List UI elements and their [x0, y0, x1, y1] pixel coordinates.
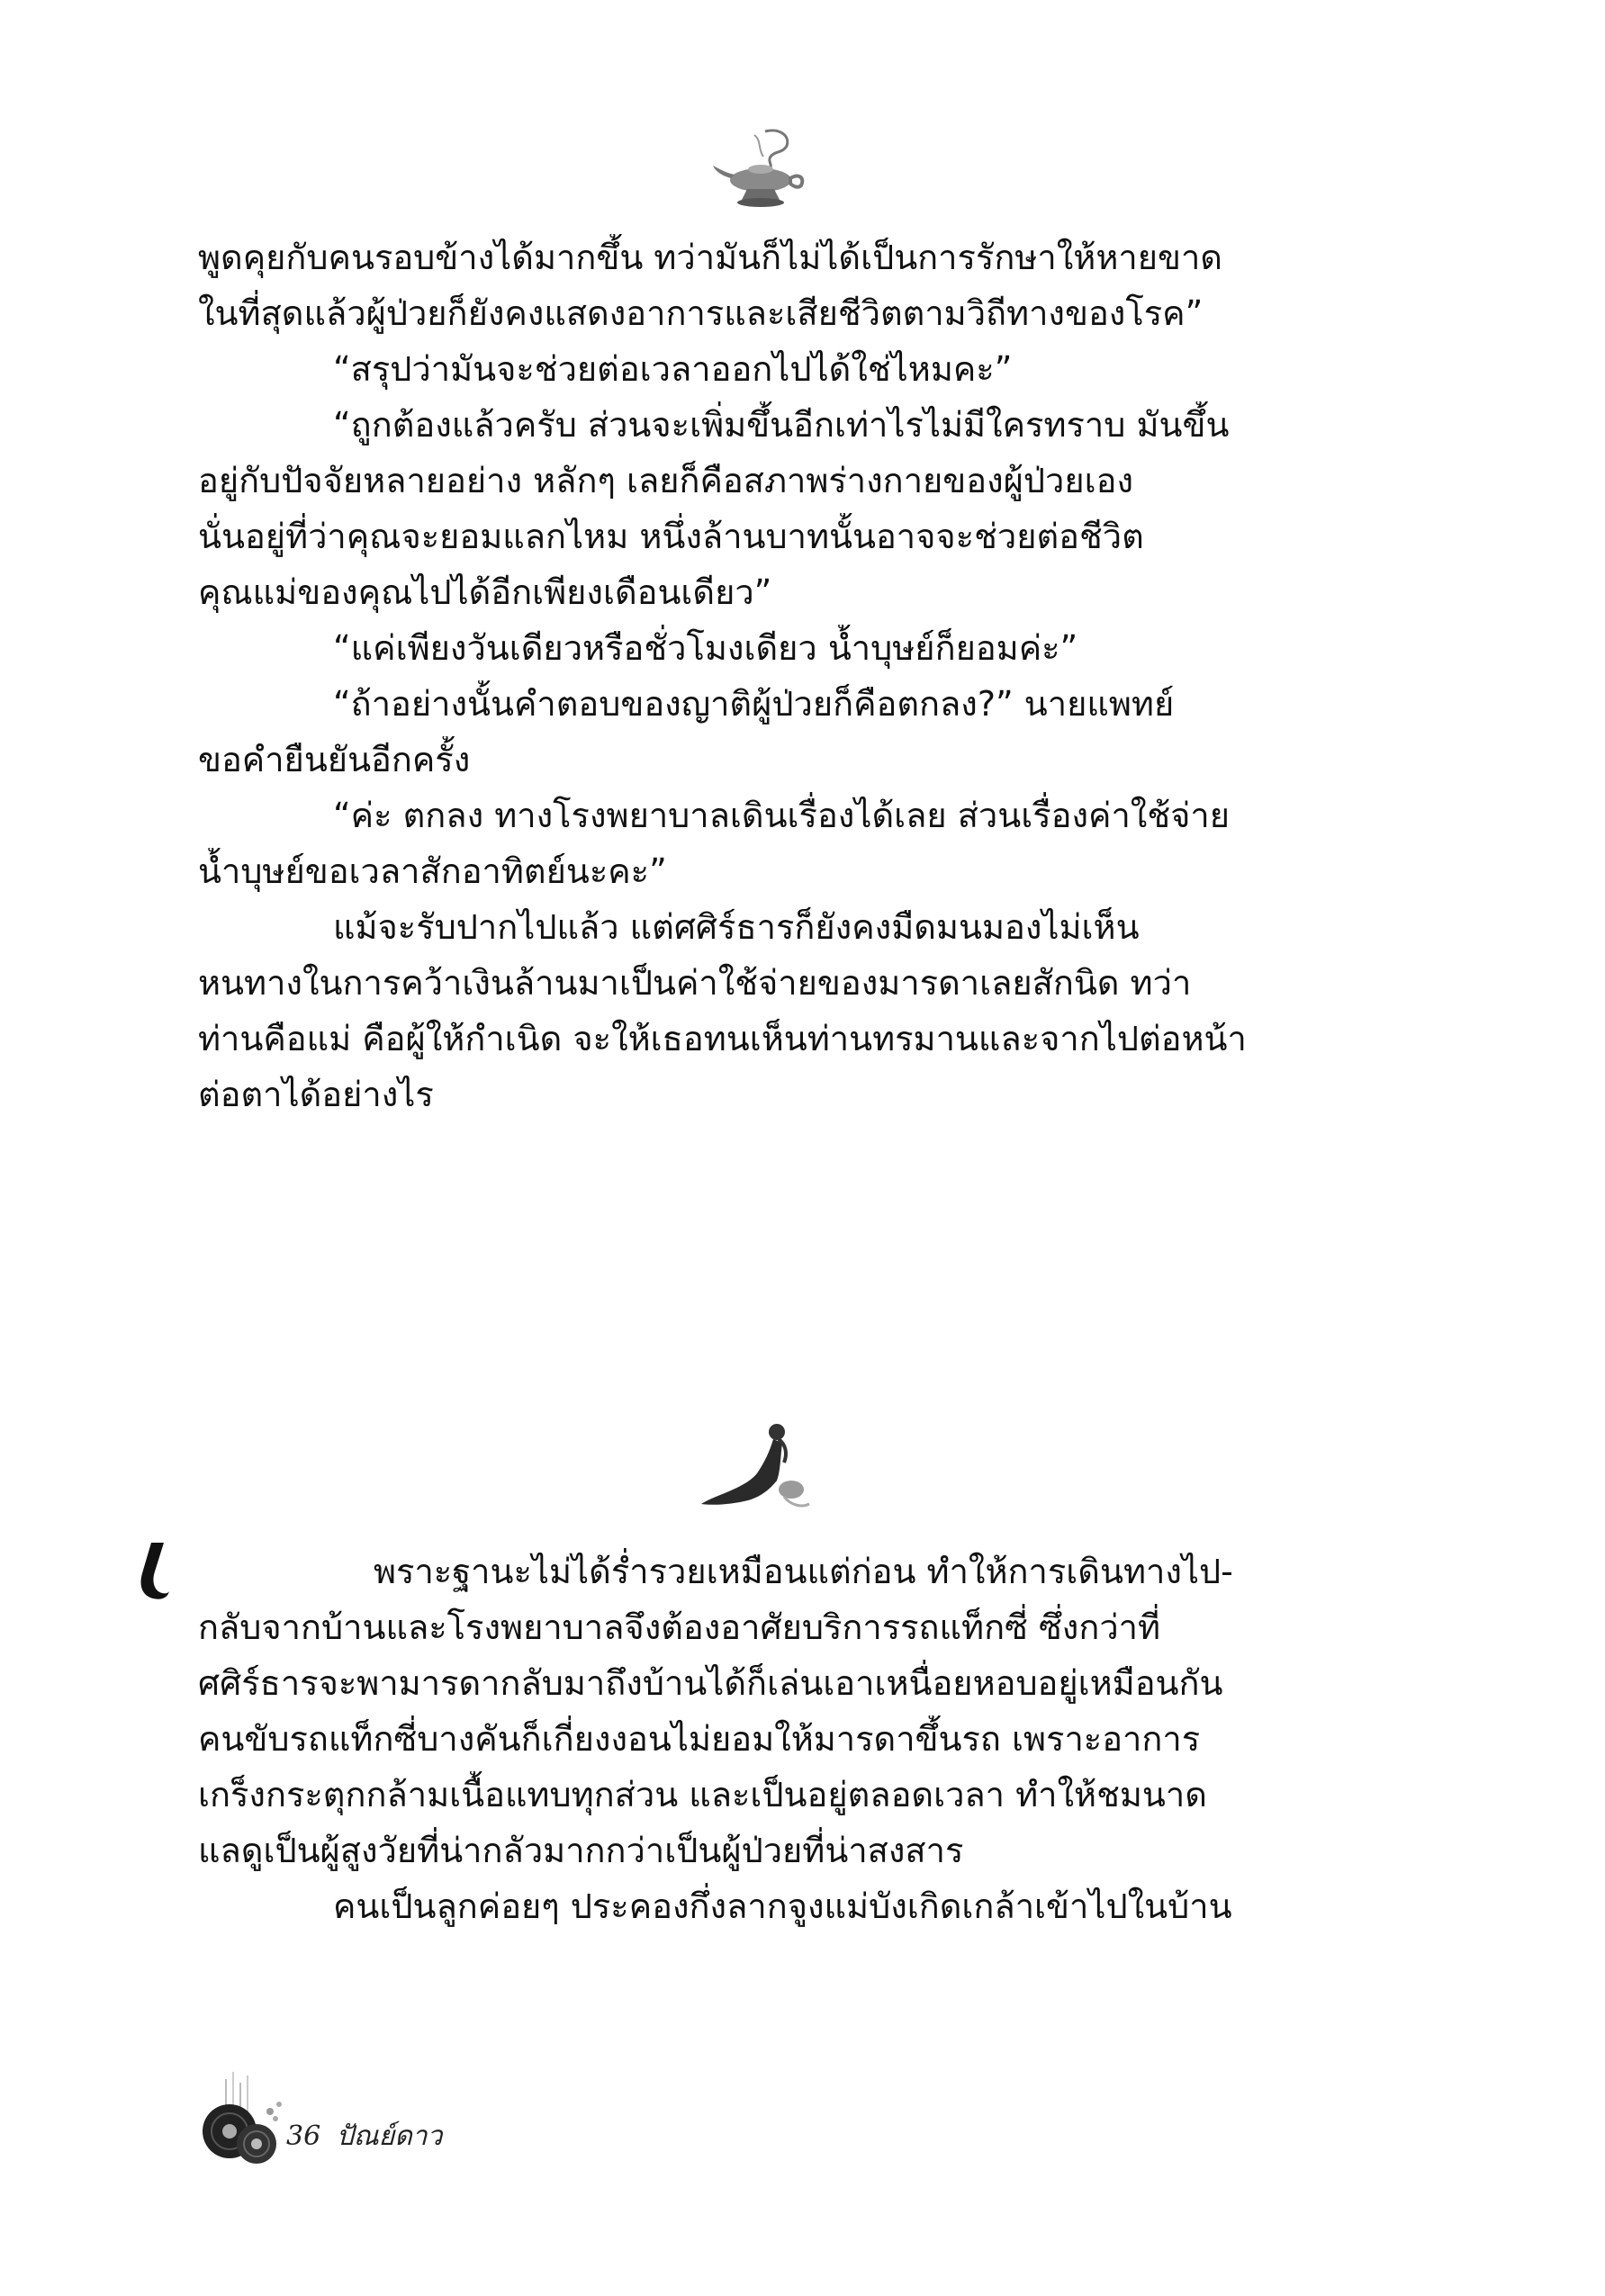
text-line: ต่อตาได้อย่างไร	[198, 1075, 434, 1114]
text-line: คนขับรถแท็กซี่บางคันก็เกี่ยงงอนไม่ยอมให้มารดาขึ้นรถ เพราะอาการ	[198, 1719, 1201, 1759]
text-line: น้ำบุษย์ขอเวลาสักอาทิตย์นะคะ”	[198, 851, 667, 891]
text-line: คนเป็นลูกค่อยๆ ประคองกึ่งลากจูงแม่บังเกิดเกล้าเข้าไปในบ้าน	[333, 1886, 1232, 1926]
text-line: “แค่เพียงวันเดียวหรือชั่วโมงเดียว น้ำบุษย์ก็ยอมค่ะ”	[333, 628, 1078, 668]
text-line: กลับจากบ้านและโรงพยาบาลจึงต้องอาศัยบริการรถแท็กซี่ ซึ่งกว่าที่	[198, 1607, 1161, 1647]
text-line: “ถ้าอย่างนั้นคำตอบของญาติผู้ป่วยก็คือตกลง?” นายแพทย์	[333, 684, 1175, 724]
woman-silhouette-icon	[698, 1418, 815, 1517]
text-line: แลดูเป็นผู้สูงวัยที่น่ากลัวมากกว่าเป็นผู้ป่วยที่น่าสงสาร	[198, 1831, 964, 1870]
text-line: อยู่กับปัจจัยหลายอย่าง หลักๆ เลยก็คือสภาพร่างกายของผู้ป่วยเอง	[198, 461, 1134, 500]
text-line: แม้จะรับปากไปแล้ว แต่ศศิร์ธารก็ยังคงมืดมนมองไม่เห็น	[333, 907, 1140, 947]
genie-lamp-icon	[711, 126, 810, 212]
text-line: หนทางในการคว้าเงินล้านมาเป็นค่าใช้จ่ายของมารดาเลยสักนิด ทว่า	[198, 963, 1192, 1003]
text-line: ท่านคือแม่ คือผู้ให้กำเนิด จะให้เธอทนเห็นท่านทรมานและจากไปต่อหน้า	[198, 1019, 1247, 1058]
dropcap-letter	[135, 1539, 173, 1602]
text-line: “สรุปว่ามันจะช่วยต่อเวลาออกไปได้ใช่ไหมคะ”	[333, 349, 1013, 389]
text-line: “ถูกต้องแล้วครับ ส่วนจะเพิ่มขึ้นอีกเท่าไรไม่มีใครทราบ มันขึ้น	[333, 405, 1230, 445]
text-line: ในที่สุดแล้วผู้ป่วยก็ยังคงแสดงอาการและเสียชีวิตตามวิถีทางของโรค”	[198, 293, 1204, 333]
text-line: พูดคุยกับคนรอบข้างได้มากขึ้น ทว่ามันก็ไม่ได้เป็นการรักษาให้หายขาด	[198, 238, 1222, 277]
text-line: “ค่ะ ตกลง ทางโรงพยาบาลเดินเรื่องได้เลย ส่วนเรื่องค่าใช้จ่าย	[333, 796, 1230, 835]
page-number: 36	[286, 2120, 321, 2152]
text-line: ขอคำยืนยันอีกครั้ง	[198, 740, 471, 779]
page-footer	[286, 2115, 442, 2157]
author-name: ปัณย์ดาว	[336, 2120, 443, 2152]
text-line: นั่นอยู่ที่ว่าคุณจะยอมแลกไหม หนึ่งล้านบาทนั้นอาจจะช่วยต่อชีวิต	[198, 517, 1144, 556]
text-line: พราะฐานะไม่ได้ร่ำรวยเหมือนแต่ก่อน ทำให้การเดินทางไป-	[374, 1552, 1233, 1591]
text-line: คุณแม่ของคุณไปได้อีกเพียงเดือนเดียว”	[198, 572, 772, 612]
text-line: ศศิร์ธารจะพามารดากลับมาถึงบ้านได้ก็เล่นเอาเหนื่อยหอบอยู่เหมือนกัน	[198, 1663, 1223, 1703]
text-line: เกร็งกระตุกกล้ามเนื้อแทบทุกส่วน และเป็นอยู่ตลอดเวลา ทำให้ชมนาด	[198, 1775, 1207, 1814]
